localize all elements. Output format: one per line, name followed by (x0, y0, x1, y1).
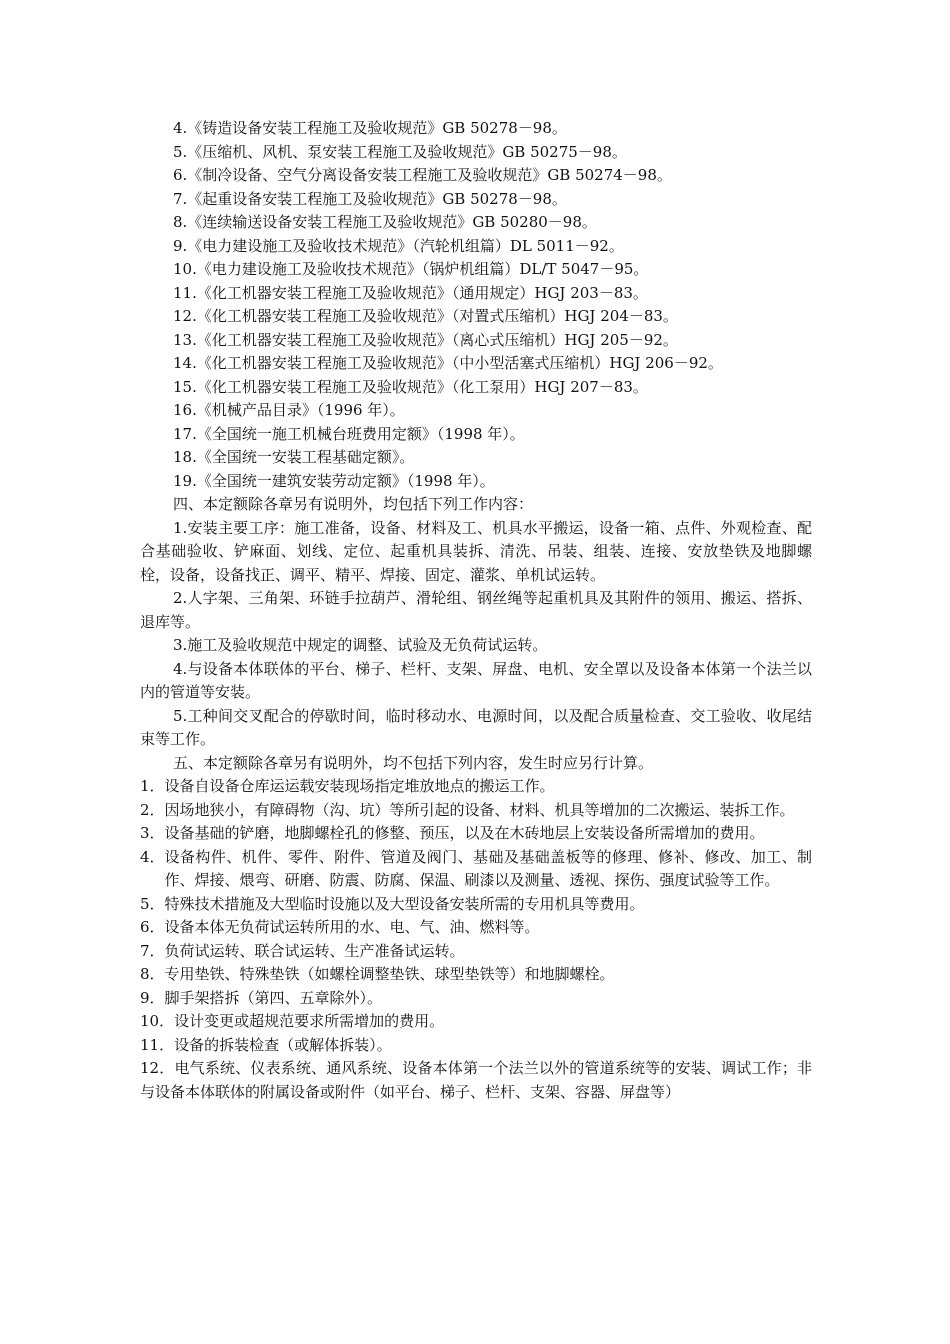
section-4-item: 4.与设备本体联体的平台、梯子、栏杆、支架、屏盘、电机、安全罩以及设备本体第一个法兰以内的管道等安装。 (140, 659, 812, 701)
item-text: 设备的拆装检查（或解体拆装）。 (174, 1035, 392, 1054)
section-5-item (140, 916, 812, 940)
section-5-heading: 五、本定额除各章另有说明外，均不包括下列内容，发生时应另行计算。 (173, 753, 654, 772)
item-number: 4． (140, 847, 165, 866)
item-text: 因场地狭小，有障碍物（沟、坑）等所引起的设备、材料、机具等增加的二次搬运、装拆工作。 (164, 800, 795, 819)
standard-item: 14.《化工机器安装工程施工及验收规范》（中小型活塞式压缩机）HGJ 206－92。 (173, 354, 723, 372)
item-number: 8． (140, 965, 165, 983)
item-number: 10． (140, 1012, 175, 1030)
section-5-item (140, 1034, 812, 1058)
section-4-item: 2.人字架、三角架、环链手拉葫芦、滑轮组、钢丝绳等起重机具及其附件的领用、搬运、搭拆、退库等。 (140, 589, 812, 631)
standard-item: 17.《全国统一施工机械台班费用定额》（1998 年）。 (173, 424, 525, 443)
section-5-item (140, 963, 812, 987)
section-4-item: 1.安装主要工序：施工准备，设备、材料及工、机具水平搬运，设备一箱、点件、外观检查、配合基础验收、铲麻面、划线、定位、起重机具装拆、清洗、吊装、组装、连接、安放垫铁及地脚螺栓，设备，设备找正、调平、精平、焊接、固定、灌浆、单机试运转。 (140, 518, 812, 584)
section-5-item (140, 1010, 812, 1034)
standard-item: 10.《电力建设施工及验收技术规范》（锅炉机组篇）DL/T 5047－95。 (173, 260, 649, 278)
standard-item: 13.《化工机器安装工程施工及验收规范》（离心式压缩机）HGJ 205－92。 (173, 330, 678, 349)
section-5-item (140, 987, 812, 1011)
section-4-item: 5.工种间交叉配合的停歇时间，临时移动水、电源时间，以及配合质量检查、交工验收、收尾结束等工作。 (140, 706, 812, 748)
standard-item: 15.《化工机器安装工程施工及验收规范》（化工泵用）HGJ 207－83。 (173, 377, 648, 396)
standard-item: 11.《化工机器安装工程施工及验收规范》（通用规定）HGJ 203－83。 (173, 283, 648, 302)
standard-item: 16.《机械产品目录》（1996 年）。 (173, 401, 405, 419)
item-number: 5． (140, 894, 165, 913)
standard-item: 4.《铸造设备安装工程施工及验收规范》GB 50278－98。 (173, 119, 567, 137)
standard-item: 18.《全国统一安装工程基础定额》。 (173, 448, 415, 466)
standard-item: 5.《压缩机、风机、泵安装工程施工及验收规范》GB 50275－98。 (173, 142, 627, 161)
item-number: 7． (140, 941, 165, 960)
item-number: 12． (140, 1059, 175, 1077)
item-number: 11． (140, 1035, 175, 1054)
item-number: 9． (140, 988, 165, 1007)
item-text: 设备基础的铲磨，地脚螺栓孔的修整、预压，以及在木砖地层上安装设备所需增加的费用。 (164, 824, 765, 842)
section-4-heading: 四、本定额除各章另有说明外，均包括下列工作内容： (173, 495, 534, 513)
standard-item: 19.《全国统一建筑安装劳动定额》（1998 年）。 (173, 471, 495, 490)
item-text: 设备构件、机件、零件、附件、管道及阀门、基础及基础盖板等的修理、修补、修改、加工、制作、焊接、煨弯、研磨、防震、防腐、保温、刷漆以及测量、透视、探伤、强度试验等工作。 (164, 847, 812, 889)
item-text: 脚手架搭拆（第四、五章除外）。 (164, 988, 383, 1007)
standard-item: 6.《制冷设备、空气分离设备安装工程施工及验收规范》GB 50274－98。 (173, 166, 672, 184)
section-5-item (140, 1057, 812, 1104)
section-4 (140, 493, 812, 752)
item-number: 1． (140, 777, 165, 795)
section-5-item (140, 846, 812, 893)
standard-item: 8.《连续输送设备安装工程施工及验收规范》GB 50280－98。 (173, 213, 597, 231)
item-text: 设备本体无负荷试运转所用的水、电、气、油、燃料等。 (164, 918, 540, 936)
item-number: 3． (140, 824, 165, 842)
section-5-item (140, 799, 812, 823)
section-5 (140, 752, 812, 1105)
standard-item: 9.《电力建设施工及验收技术规范》（汽轮机组篇）DL 5011－92。 (173, 236, 624, 255)
section-5-item (140, 775, 812, 799)
standard-item: 12.《化工机器安装工程施工及验收规范》（对置式压缩机）HGJ 204－83。 (173, 307, 678, 325)
standard-item: 7.《起重设备安装工程施工及验收规范》GB 50278－98。 (173, 189, 567, 208)
item-number: 6． (140, 918, 165, 936)
item-text: 特殊技术措施及大型临时设施以及大型设备安装所需的专用机具等费用。 (164, 894, 645, 913)
item-text: 电气系统、仪表系统、通风系统、设备本体第一个法兰以外的管道系统等的安装、调试工作；非与设备本体联体的附属设备或附件（如平台、梯子、栏杆、支架、容器、屏盘等） (140, 1059, 812, 1101)
section-5-item (140, 822, 812, 846)
standards-list (140, 117, 812, 493)
item-number: 2． (140, 800, 165, 819)
item-text: 设备自设备仓库运运载安装现场指定堆放地点的搬运工作。 (164, 777, 555, 795)
item-text: 负荷试运转、联合试运转、生产准备试运转。 (164, 941, 465, 960)
item-text: 设计变更或超规范要求所需增加的费用。 (174, 1012, 445, 1030)
document-body (140, 117, 812, 1104)
section-4-item: 3.施工及验收规范中规定的调整、试验及无负荷试运转。 (173, 636, 548, 654)
item-text: 专用垫铁、特殊垫铁（如螺栓调整垫铁、球型垫铁等）和地脚螺栓。 (164, 965, 615, 983)
section-5-item (140, 940, 812, 964)
section-5-item (140, 893, 812, 917)
